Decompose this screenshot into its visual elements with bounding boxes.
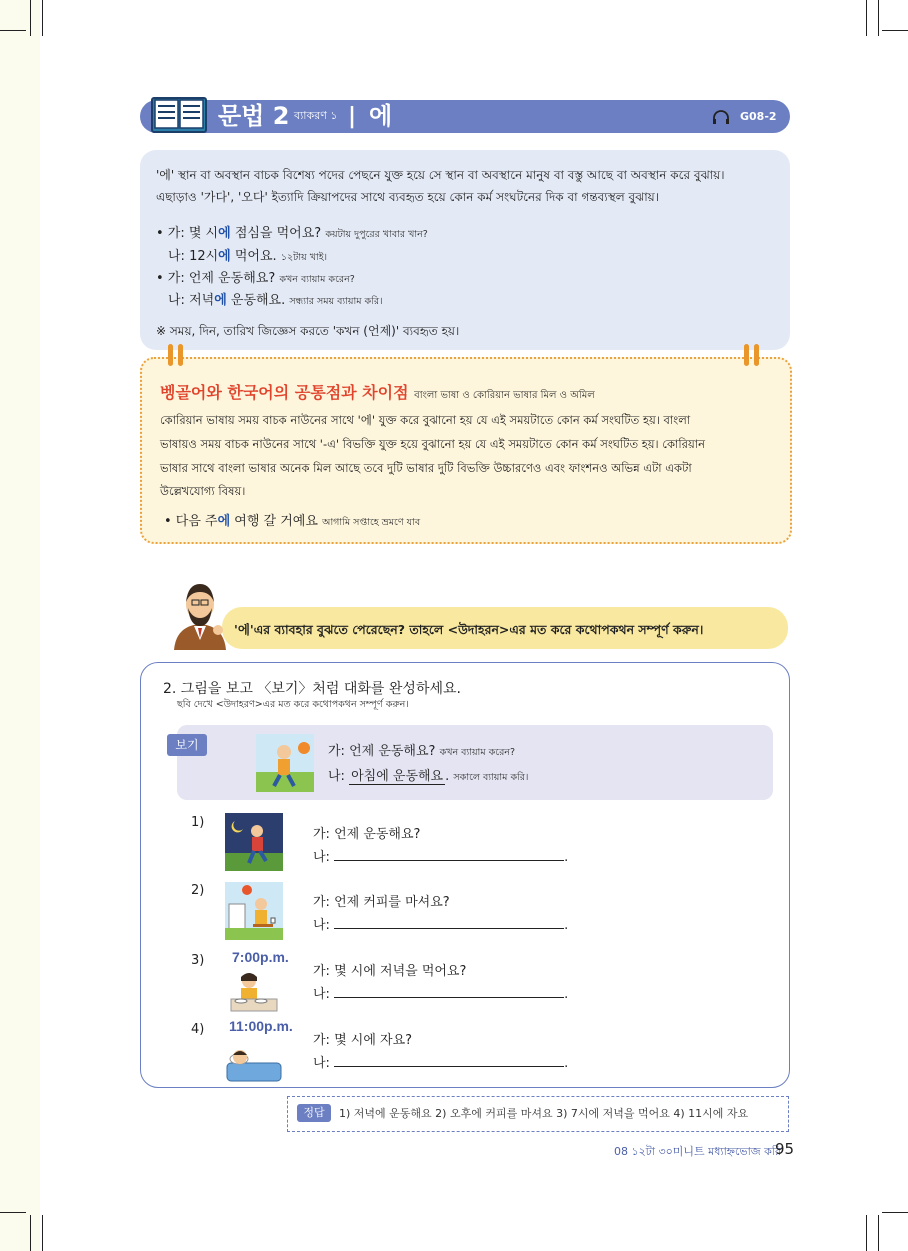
example-answer-underlined: 아침에 운동해요 <box>351 769 444 784</box>
crop-mark <box>882 1212 908 1213</box>
time-label: 7:00p.m. <box>232 949 289 965</box>
exercise-subtitle: ছবি দেখে <উদাহরণ>এর মত করে কথোপকথন সম্পূর্ণ করুন। <box>177 699 409 710</box>
crop-mark <box>42 0 43 36</box>
crop-mark <box>0 30 26 31</box>
grammar-example-2: 나: 12시에 먹어요. ১২টায় খাই। <box>168 249 328 264</box>
crop-mark <box>866 0 867 36</box>
example-question: 가: 언제 운동해요? কখন ব্যায়াম করেন? <box>328 744 516 759</box>
answer-blank[interactable] <box>334 1054 564 1067</box>
instruction-text: '에'এর ব্যাবহার বুঝতে পেরেছেন? তাহলে <উদাহরন>এর মত করে কথোপকথন সম্পূর্ণ করুন। <box>234 622 704 637</box>
comparison-example: • 다음 주에 여행 갈 거예요 আগামি সপ্তাহে ভ্রমণে যাব <box>164 514 421 529</box>
sleeping-illustration <box>225 1036 283 1094</box>
grammar-line-1: '에' স্থান বা অবস্থান বাচক বিশেষ্য পদের পেছনে যুক্ত হয়ে সে স্থান বা অবস্থানে মানুষ বা বস্তু আছে বা অবস্থান করে বুঝায়। <box>156 168 725 182</box>
item-question: 가: 몇 시에 저녁을 먹어요? <box>313 964 467 979</box>
crop-mark <box>30 0 31 36</box>
item-question: 가: 언제 운동해요? <box>313 827 421 842</box>
item-answer: 나: . <box>313 850 569 865</box>
item-number: 4) <box>191 1022 205 1037</box>
comparison-title: 벵골어와 한국어의 공통점과 차이점 বাংলা ভাষা ও কোরিয়ান ভাষার মিল ও অমিল <box>160 383 595 402</box>
grammar-example-4: 나: 저녁에 운동해요. সন্ধ্যার সময় ব্যায়াম করি। <box>168 293 383 308</box>
item-answer: 나: . <box>313 1056 569 1071</box>
item-question: 가: 언제 커피를 마셔요? <box>313 895 450 910</box>
crop-mark <box>882 30 908 31</box>
grammar-example-1: • 가: 몇 시에 점심을 먹어요? কয়টায় দুপুরের খাবার খান? <box>156 226 428 241</box>
clip-decoration <box>744 344 749 366</box>
item-number: 1) <box>191 815 205 830</box>
teacher-illustration <box>168 578 232 650</box>
section-title: 문법 2 <box>218 102 290 130</box>
comparison-line-4: উল্লেখযোগ্য বিষয়। <box>160 484 246 498</box>
item-answer: 나: . <box>313 987 569 1002</box>
clip-decoration <box>168 344 173 366</box>
time-label: 11:00p.m. <box>229 1018 293 1034</box>
clip-decoration <box>178 344 183 366</box>
grammar-example-3: • 가: 언제 운동해요? কখন ব্যায়াম করেন? <box>156 271 355 286</box>
example-badge: 보기 <box>167 734 207 756</box>
night-jogging-illustration <box>225 813 283 871</box>
title-separator: | <box>348 104 357 129</box>
item-question: 가: 몇 시에 자요? <box>313 1033 413 1048</box>
example-answer: 나: 아침에 운동해요 . সকালে ব্যায়াম করি। <box>328 769 529 784</box>
book-icon <box>150 95 208 135</box>
item-number: 2) <box>191 883 205 898</box>
audio-track-code: G08-2 <box>740 110 777 123</box>
exercise-title: 2. 그림을 보고 〈보기〉처럼 대화를 완성하세요. <box>163 681 461 697</box>
crop-mark <box>0 1212 26 1213</box>
crop-mark <box>42 1215 43 1251</box>
crop-mark <box>30 1215 31 1251</box>
dinner-illustration <box>225 965 283 1023</box>
answer-key-badge: 정답 <box>297 1104 331 1122</box>
headphones-icon[interactable] <box>712 110 730 124</box>
crop-mark <box>878 1215 879 1251</box>
answer-key-text: 1) 저녁에 운동해요 2) 오후에 커피를 마셔요 3) 7시에 저녁을 먹어요 4) 11시에 자요 <box>339 1107 749 1120</box>
afternoon-coffee-illustration <box>225 882 283 940</box>
grammar-line-2: এছাড়াও '가다', '오다' ইত্যাদি ক্রিয়াপদের সাথে ব্যবহৃত হয়ে কোন কর্ম সংঘটনের দিক বা গন্তব্যস্থল বুঝায়। <box>156 190 660 204</box>
page-number: 95 <box>775 1140 795 1158</box>
grammar-word: 에 <box>369 102 393 130</box>
comparison-line-1: কোরিয়ান ভাষায় সময় বাচক নাউনের সাথে '에' যুক্ত করে বুঝানো হয় যে এই সময়টাতে কোন কর্ম সংঘটিত হয়। বাংলা <box>160 413 691 427</box>
section-subtitle: ব্যাকরণ ১ <box>294 109 338 122</box>
comparison-line-3: ভাষার সাথে বাংলা ভাষার অনেক মিল আছে তবে দুটি ভাষার দুটি বিভক্তি উচ্চারণেও এবং ফাংশনও অভিন্ন এটা একটা <box>160 461 692 475</box>
grammar-note: ※ সময়, দিন, তারিখ জিজ্ঞেস করতে 'কখন (언제)' ব্যবহৃত হয়। <box>156 324 460 338</box>
answer-blank[interactable] <box>334 916 564 929</box>
answer-blank[interactable] <box>334 985 564 998</box>
page-margin-strip <box>0 0 40 1251</box>
crop-mark <box>866 1215 867 1251</box>
chapter-footer: 08 ১২টা ৩০미니트 মধ্যাহ্নভোজ করি <box>614 1145 782 1158</box>
item-number: 3) <box>191 953 205 968</box>
morning-exercise-illustration <box>256 734 314 792</box>
clip-decoration <box>754 344 759 366</box>
comparison-line-2: ভাষায়ও সময় বাচক নাউনের সাথে '-এ' বিভক্তি যুক্ত হয়ে বুঝানো হয় যে এই সময়টাতে কোন কর্ম সংঘটিত হয়। কোরিয়ান <box>160 437 705 451</box>
answer-blank[interactable] <box>334 848 564 861</box>
item-answer: 나: . <box>313 918 569 933</box>
crop-mark <box>878 0 879 36</box>
